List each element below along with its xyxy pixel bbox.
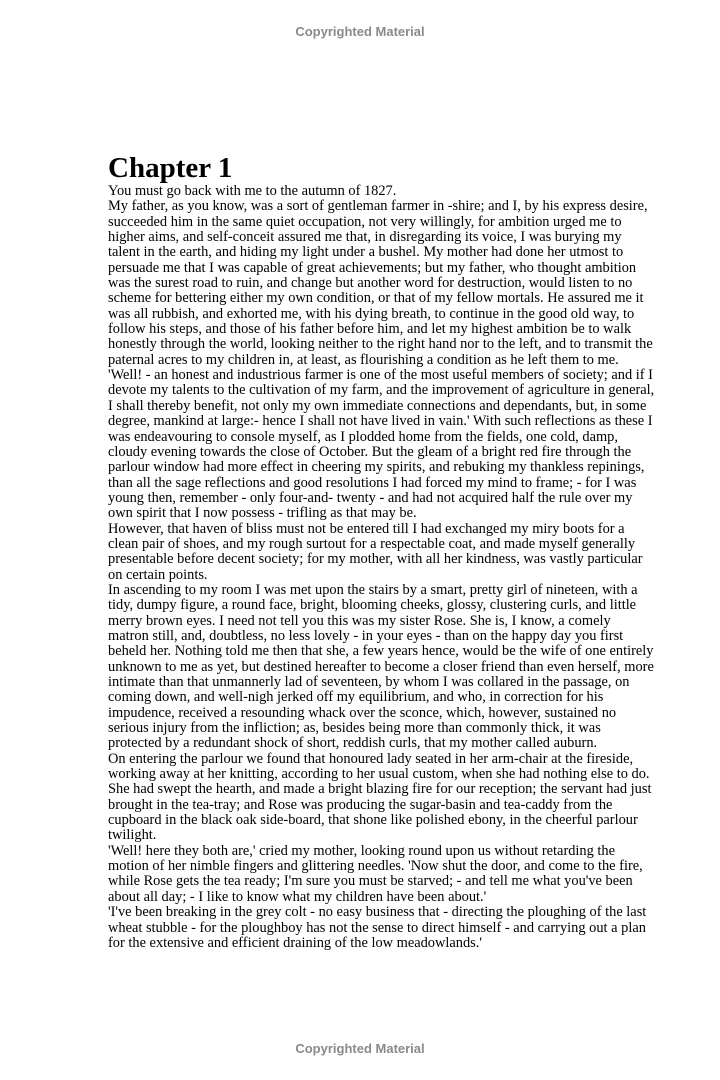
- text-line: unknown to me as yet, but destined hereafter to become a closer friend than even herself, more: [108, 658, 654, 675]
- text-line: degree, mankind at large:- hence I shall not have lived in vain.' With such reflections as these I: [108, 413, 653, 430]
- paragraph: [108, 520, 643, 583]
- text-line: devote my talents to the cultivation of my farm, and the improvement of agriculture in general,: [108, 382, 655, 399]
- text-line: In ascending to my room I was met upon the stairs by a smart, pretty girl of nineteen, with a: [108, 581, 638, 598]
- paragraph: [108, 184, 628, 199]
- text-line: parlour window had more effect in cheering my spirits, and rebuking my thankless repinings,: [108, 459, 645, 476]
- text-line: paternal acres to my children in, at least, as flourishing a condition as he left them to me.: [108, 351, 619, 368]
- paragraph: [108, 750, 652, 844]
- text-line: You must go back with me to the autumn of 1827.: [108, 183, 397, 199]
- text-line: on certain points.: [108, 566, 208, 583]
- text-line: coming down, and well-nigh jerked off my equilibrium, and who, in correction for his: [108, 689, 604, 706]
- paragraph: [108, 198, 653, 368]
- text-line: beheld her. Nothing told me then that she, a few years hence, would be the wife of one entirely: [108, 643, 654, 660]
- text-line: honestly through the world, looking neither to the right hand nor to the left, and to transmit the: [108, 336, 653, 353]
- text-line: follow his steps, and those of his father before him, and let my highest ambition be to walk: [108, 321, 632, 338]
- text-line: than all the sage reflections and good resolutions I had forced my mind to frame; - for I was: [108, 474, 637, 491]
- paragraph: [108, 842, 643, 905]
- text-line: own spirit that I now possess - trifling as that may be.: [108, 505, 417, 522]
- text-line: motion of her nimble fingers and glittering needles. 'Now shut the door, and come to the fire,: [108, 858, 643, 875]
- text-line: protected by a redundant shock of short, reddish curls, that my mother called auburn.: [108, 735, 598, 752]
- text-line: cupboard in the black oak side-board, that shone like polished ebony, in the cheerful parlour: [108, 812, 638, 829]
- text-line: I shall thereby benefit, not only my own immediate connections and dependants, but, in some: [108, 397, 647, 414]
- text-line: merry brown eyes. I need not tell you this was my sister Rose. She is, I know, a comely: [108, 612, 611, 629]
- text-line: On entering the parlour we found that honoured lady seated in her arm-chair at the fireside,: [108, 750, 634, 767]
- text-line: was endeavouring to console myself, as I plodded home from the fields, one cold, damp,: [108, 428, 618, 445]
- text-line: talent in the earth, and hiding my light under a bushel. My mother had done her utmost to: [108, 244, 624, 261]
- text-line: However, that haven of bliss must not be entered till I had exchanged my miry boots for a: [108, 520, 625, 537]
- chapter-body: [108, 183, 655, 951]
- text-line: while Rose gets the tea ready; I'm sure you must be starved; - and tell me what you've been: [108, 873, 633, 890]
- text-line: wheat stubble - for the ploughboy has not the sense to direct himself - and carrying out a plan: [108, 919, 646, 936]
- text-line: working away at her knitting, according to her usual custom, when she had nothing else to do.: [108, 766, 650, 783]
- text-line: impudence, received a resounding whack over the sconce, which, however, sustained no: [108, 704, 617, 721]
- text-line: intimate than that unmannerly lad of seventeen, by whom I was collared in the passage, on: [108, 674, 630, 690]
- paragraph: [108, 904, 647, 951]
- text-line: presentable before decent society; for my mother, with all her kindness, was vastly particular: [108, 551, 643, 568]
- text-line: matron still, and, doubtless, no less lovely - in your eyes - than on the happy day you first: [108, 627, 624, 644]
- copyright-header: Copyrighted Material: [295, 24, 425, 39]
- copyright-footer: Copyrighted Material: [295, 1041, 425, 1056]
- text-line: succeeded him in the same quiet occupation, not very willingly, for ambition urged me to: [108, 213, 622, 230]
- text-line: scheme for bettering either my own condition, or that of my fellow mortals. He assured me it: [108, 290, 644, 307]
- text-line: was all rubbish, and exhorted me, with his dying breath, to continue in the good old way, to: [108, 305, 635, 322]
- text-line: serious injury from the infliction; as, besides being more than commonly thick, it was: [108, 720, 601, 737]
- page-content: [108, 152, 655, 951]
- text-line: brought in the tea-tray; and Rose was producing the sugar-basin and tea-caddy from the: [108, 796, 613, 813]
- text-line: cloudy evening towards the close of October. But the gleam of a bright red fire through the: [108, 443, 632, 460]
- text-line: for the extensive and efficient draining of the low meadowlands.': [108, 934, 482, 951]
- paragraph: [108, 581, 654, 752]
- text-line: twilight.: [108, 827, 157, 844]
- text-line: 'Well! - an honest and industrious farmer is one of the most useful members of society; and if I: [108, 367, 653, 384]
- text-line: 'I've been breaking in the grey colt - no easy business that - directing the ploughing of the last: [108, 904, 647, 921]
- text-line: My father, as you know, was a sort of gentleman farmer in -shire; and I, by his express desire,: [108, 198, 648, 215]
- text-line: about all day; - I like to know what my children have been about.': [108, 888, 487, 905]
- text-line: was the surest road to ruin, and change but another word for destruction, would listen to no: [108, 275, 633, 292]
- text-line: She had swept the hearth, and made a bright blazing fire for our reception; the servant had just: [108, 781, 652, 798]
- text-line: clean pair of shoes, and my rough surtout for a respectable coat, and made myself generally: [108, 535, 636, 552]
- chapter-title: Chapter 1: [108, 152, 233, 184]
- text-line: persuade me that I was capable of great achievements; but my father, who thought ambition: [108, 259, 637, 276]
- text-line: young then, remember - only four-and- twenty - and had not acquired half the rule over my: [108, 489, 633, 506]
- paragraph: [108, 367, 655, 522]
- text-line: higher aims, and self-conceit assured me that, in disregarding its voice, I was burying my: [108, 229, 622, 246]
- text-line: tidy, dumpy figure, a round face, bright, blooming cheeks, glossy, clustering curls, and little: [108, 597, 637, 614]
- text-line: 'Well! here they both are,' cried my mother, looking round upon us without retarding the: [108, 842, 615, 859]
